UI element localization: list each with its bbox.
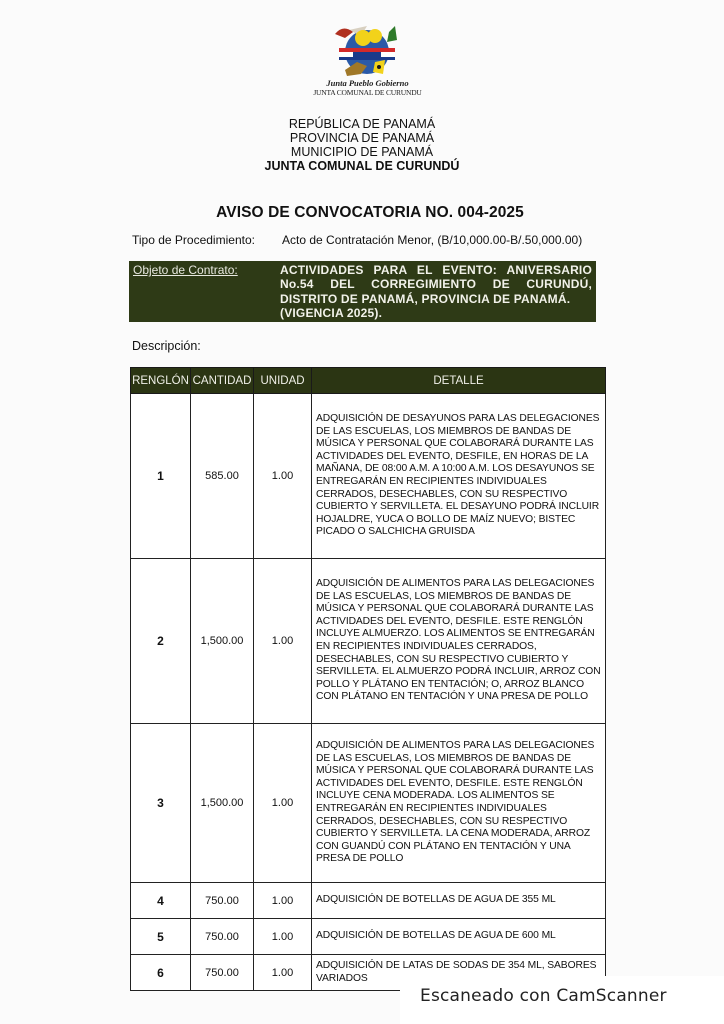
table-row [131,559,606,724]
renglon-cell: 1 [131,394,191,559]
table-header-row [131,368,606,394]
logo-caption-motto: Junta Pueblo Gobierno [326,78,409,88]
cantidad-cell: 585.00 [191,394,254,559]
table-row [131,919,606,955]
cantidad-cell: 750.00 [191,955,254,991]
header-municipality: MUNICIPIO DE PANAMÁ [290,145,434,159]
unidad-cell: 1.00 [254,955,312,991]
header-republic: REPÚBLICA DE PANAMÁ [288,117,436,131]
cantidad-cell: 750.00 [191,919,254,955]
table-row [131,394,606,559]
table-row [131,724,606,883]
junta-comunal-logo [327,22,407,80]
renglon-cell: 2 [131,559,191,724]
unidad-cell: 1.00 [254,394,312,559]
renglon-cell: 3 [131,724,191,883]
contract-object-validity: (VIGENCIA 2025). [280,305,383,320]
detalle-cell: ADQUISICIÓN DE BOTELLAS DE AGUA DE 355 ML [312,883,606,919]
renglon-cell: 6 [131,955,191,991]
cantidad-cell: 1,500.00 [191,559,254,724]
procedure-type-value: Acto de Contratación Menor, (B/10,000.00-B/.50,000.00) [282,233,583,247]
detalle-cell: ADQUISICIÓN DE ALIMENTOS PARA LAS DELEGACIONES DE LAS ESCUELAS, LOS MIEMBROS DE BANDAS DE MÚSICA Y PERSONAL QUE COLABORARÁ DURANTE LAS ACTIVIDADES DEL EVENTO, DESFILE. ESTE RENGLÓN INCLUYE CENA MODERADA. LOS ALIMENTOS SE ENTREGARÁN EN RECIPIENTES INDIVIDUALES CERRADOS, DESECHABLES, CON SU RESPECTIVO CUBIERTO Y SERVILLETA. LA CENA MODERADA, ARROZ CON GUANDÚ CON PLÁTANO EN TENTACIÓN Y UNA PRESA DE POLLO [312,724,606,883]
contract-object-block [129,261,596,322]
detalle-cell: ADQUISICIÓN DE ALIMENTOS PARA LAS DELEGACIONES DE LAS ESCUELAS, LOS MIEMBROS DE BANDAS DE MÚSICA Y PERSONAL QUE COLABORARÁ DURANTE LAS ACTIVIDADES DEL EVENTO, DESFILE. ESTE RENGLÓN INCLUYE ALMUERZO. LOS ALIMENTOS SE ENTREGARÁN EN RECIPIENTES INDIVIDUALES CERRADOS, DESECHABLES, CON SU RESPECTIVO CUBIERTO Y SERVILLETA. EL ALMUERZO PODRÁ INCLUIR, ARROZ CON POLLO Y PLÁTANO EN TENTACIÓN; O, ARROZ BLANCO CON PLÁTANO EN TENTACIÓN Y UNA PRESA DE POLLO [312,559,606,724]
cantidad-cell: 1,500.00 [191,724,254,883]
renglon-cell: 4 [131,883,191,919]
logo-caption-name: JUNTA COMUNAL DE CURUNDU [313,88,422,97]
column-header-cantidad: CANTIDAD [191,368,254,394]
items-table [130,367,606,991]
header-junta: JUNTA COMUNAL DE CURUNDÚ [264,159,460,173]
document-title: AVISO DE CONVOCATORIA NO. 004-2025 [216,204,524,221]
detalle-cell: ADQUISICIÓN DE LATAS DE SODAS DE 354 ML, SABORES VARIADOS [312,955,606,991]
column-header-detalle: DETALLE [312,368,606,394]
unidad-cell: 1.00 [254,919,312,955]
contract-object-text: ACTIVIDADES PARA EL EVENTO: ANIVERSARIO No.54 DEL CORREGIMIENTO DE CURUNDÚ, DISTRITO DE PANAMÁ, PROVINCIA DE PANAMÁ. [280,263,592,306]
header-province: PROVINCIA DE PANAMÁ [289,131,435,145]
detalle-cell: ADQUISICIÓN DE DESAYUNOS PARA LAS DELEGACIONES DE LAS ESCUELAS, LOS MIEMBROS DE BANDAS DE MÚSICA Y PERSONAL QUE COLABORARÁ DURANTE LAS ACTIVIDADES DEL EVENTO, DESFILE, EN HORAS DE LA MAÑANA, DE 08:00 A.M. A 10:00 A.M. LOS DESAYUNOS SE ENTREGARÁN EN RECIPIENTES INDIVIDUALES CERRADOS, DESECHABLES, CON SU RESPECTIVO CUBIERTO Y SERVILLETA. EL DESAYUNO PODRÁ INCLUIR HOJALDRE, YUCA O BOLLO DE MAÍZ NUEVO; BISTEC PICADO O SALCHICHA GRUISDA [312,394,606,559]
renglon-cell: 5 [131,919,191,955]
description-label: Descripción: [132,339,201,353]
cantidad-cell: 750.00 [191,883,254,919]
column-header-unidad: UNIDAD [254,368,312,394]
unidad-cell: 1.00 [254,883,312,919]
table-row [131,883,606,919]
camscanner-watermark: Escaneado con CamScanner [420,986,667,1006]
contract-object-label: Objeto de Contrato: [133,263,238,277]
emblem-icon [327,22,407,80]
unidad-cell: 1.00 [254,559,312,724]
detalle-cell: ADQUISICIÓN DE BOTELLAS DE AGUA DE 600 ML [312,919,606,955]
column-header-renglon: RENGLÓN [131,368,191,394]
procedure-type-label: Tipo de Procedimiento: [132,233,255,247]
contract-object-value [280,263,592,320]
unidad-cell: 1.00 [254,724,312,883]
